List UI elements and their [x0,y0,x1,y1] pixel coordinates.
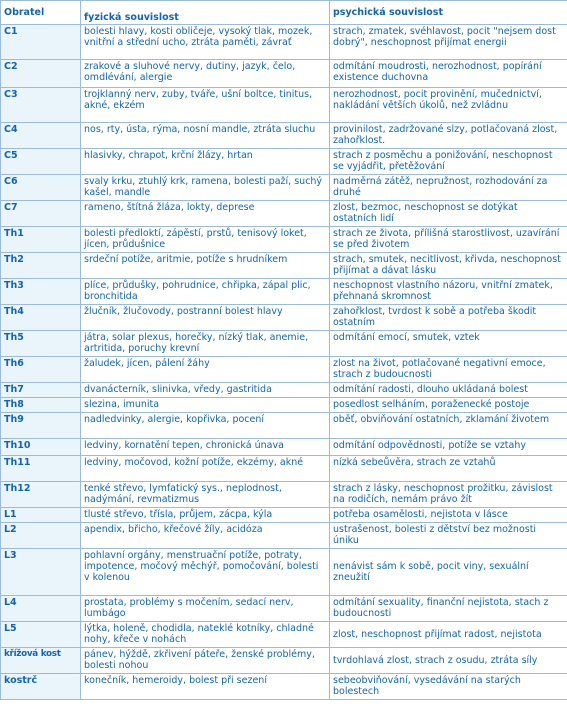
psychical-cell: zlost na život, potlačované negativní emoce, strach z budoucnosti [330,357,567,383]
table-row [1,25,567,60]
physical-cell: bolesti předloktí, zápěstí, prstů, tenisový loket, jícen, průdušnice [81,227,330,253]
physical-cell: srdeční potíže, aritmie, potíže s hrudníkem [81,253,330,279]
psychical-cell: nadměrná zátěž, nepružnost, rozhodování za druhé [330,175,567,201]
vertebra-label: Th1 [1,227,81,253]
physical-cell: apendix, břicho, křečové žíly, acidóza [81,523,330,549]
header-psychical: psychická souvislost [330,1,567,25]
psychical-cell: oběť, obviňování ostatních, zklamání životem [330,413,567,439]
table-row [1,201,567,227]
vertebra-label: Th8 [1,398,81,413]
psychical-cell: nízká sebeůvěra, strach ze vztahů [330,456,567,482]
psychical-cell: zlost, neschopnost přijímat radost, nejistota [330,622,567,648]
table-row [1,648,567,674]
psychical-cell: strach ze života, přílišná starostlivost, uzavírání se před životem [330,227,567,253]
table-row [1,253,567,279]
psychical-cell: strach, smutek, necitlivost, křivda, neschopnost přijímat a dávat lásku [330,253,567,279]
table-row [1,60,567,88]
physical-cell: tenké střevo, lymfatický sys., neplodnost, nadýmání, revmatizmus [81,482,330,508]
physical-cell: žaludek, jícen, pálení žáhy [81,357,330,383]
table-row [1,398,567,413]
physical-cell: pohlavní orgány, menstruační potíže, potraty, impotence, močový měchýř, pomočování, bolesti v kolenou [81,549,330,596]
table-row [1,549,567,596]
vertebra-label: L2 [1,523,81,549]
vertebra-label: Th11 [1,456,81,482]
vertebra-label: C1 [1,25,81,60]
physical-cell: bolesti hlavy, kosti obličeje, vysoký tlak, mozek, vnitřní a střední ucho, ztráta paměti, závrať [81,25,330,60]
psychical-cell: provinilost, zadržované slzy, potlačovaná zlost, zahořklost. [330,123,567,149]
table-row [1,383,567,398]
table-row [1,88,567,123]
physical-cell: nos, rty, ústa, rýma, nosní mandle, ztráta sluchu [81,123,330,149]
header-vertebra: Obratel [1,1,81,25]
physical-cell: svaly krku, ztuhlý krk, ramena, bolesti paží, suchý kašel, mandle [81,175,330,201]
physical-cell: konečník, hemeroidy, bolest při sezení [81,674,330,700]
table-row [1,413,567,439]
psychical-cell: odmítání odpovědnosti, potíže se vztahy [330,439,567,456]
physical-cell: trojklanný nerv, zuby, tváře, ušní boltce, tinitus, akné, ekzém [81,88,330,123]
physical-cell: pánev, hýždě, zkřivení páteře, ženské problémy, bolesti nohou [81,648,330,674]
table-row [1,622,567,648]
psychical-cell: potřeba osamělosti, nejistota v lásce [330,508,567,523]
physical-cell: lýtka, holeně, chodidla, nateklé kotníky, chladné nohy, křeče v nohách [81,622,330,648]
psychical-cell: odmítání sexuality, finanční nejistota, stach z budoucnosti [330,596,567,622]
table-row [1,331,567,357]
vertebra-label: Th12 [1,482,81,508]
psychical-cell: strach, zmatek, svéhlavost, pocit "nejsem dost dobrý", neschopnost přijímat energii [330,25,567,60]
psychical-cell: tvrdohlavá zlost, strach z osudu, ztráta síly [330,648,567,674]
vertebra-label: Th2 [1,253,81,279]
vertebra-label: kostrč [1,674,81,700]
table-row [1,175,567,201]
vertebra-label: Th4 [1,305,81,331]
psychical-cell: nenávist sám k sobě, pocit viny, sexuální zneužití [330,549,567,596]
vertebra-label: Th6 [1,357,81,383]
physical-cell: nadledvinky, alergie, kopřivka, pocení [81,413,330,439]
table-row [1,596,567,622]
table-row [1,523,567,549]
vertebra-label: C6 [1,175,81,201]
vertebra-label: Th7 [1,383,81,398]
table-row [1,674,567,700]
table-row [1,508,567,523]
physical-cell: rameno, štítná žláza, lokty, deprese [81,201,330,227]
psychical-cell: odmítání moudrosti, nerozhodnost, popírání existence duchovna [330,60,567,88]
psychical-cell: nerozhodnost, pocit provinění, mučednictví, nakládání větších úkolů, než zvládnu [330,88,567,123]
header-row [1,1,567,25]
vertebra-label: L4 [1,596,81,622]
physical-cell: zrakové a sluhové nervy, dutiny, jazyk, čelo, omdlévání, alergie [81,60,330,88]
physical-cell: ledviny, močovod, kožní potíže, ekzémy, akné [81,456,330,482]
vertebra-label: C4 [1,123,81,149]
psychical-cell: posedlost selháním, poraženecké postoje [330,398,567,413]
psychical-cell: neschopnost vlastního názoru, vnitřní zmatek, přehnaná skromnost [330,279,567,305]
physical-cell: plíce, průdušky, pohrudnice, chřipka, zápal plic, bronchitida [81,279,330,305]
table-row [1,149,567,175]
vertebra-label: Th9 [1,413,81,439]
table-row [1,357,567,383]
table-row [1,305,567,331]
physical-cell: slezina, imunita [81,398,330,413]
physical-cell: prostata, problémy s močením, sedací nerv, lumbágo [81,596,330,622]
vertebra-label: C7 [1,201,81,227]
psychical-cell: zahořklost, tvrdost k sobě a potřeba škodit ostatním [330,305,567,331]
table-row [1,439,567,456]
table-row [1,123,567,149]
vertebra-label: L3 [1,549,81,596]
psychical-cell: odmítání radosti, dlouho ukládaná bolest [330,383,567,398]
psychical-cell: ustrašenost, bolesti z dětství bez možnosti úniku [330,523,567,549]
vertebra-label: Th10 [1,439,81,456]
psychical-cell: odmítání emocí, smutek, vztek [330,331,567,357]
table-row [1,279,567,305]
psychical-cell: zlost, bezmoc, neschopnost se dotýkat ostatních lidí [330,201,567,227]
vertebra-label: C5 [1,149,81,175]
table-row [1,227,567,253]
physical-cell: játra, solar plexus, horečky, nízký tlak, anemie, artritida, poruchy krevní [81,331,330,357]
vertebra-label: Th5 [1,331,81,357]
vertebra-label: C3 [1,88,81,123]
psychical-cell: sebeobviňování, vysedávání na starých bolestech [330,674,567,700]
table-row [1,482,567,508]
table-row [1,456,567,482]
physical-cell: tlusté střevo, tříslа, průjem, zácpa, kýla [81,508,330,523]
header-physical: fyzická souvislost [81,1,330,25]
vertebra-label: C2 [1,60,81,88]
vertebra-label: L1 [1,508,81,523]
vertebra-label: Th3 [1,279,81,305]
physical-cell: dvanácterník, slinivka, vředy, gastritida [81,383,330,398]
psychical-cell: strach z posměchu a ponižování, neschopnost se vyjádřit, přetěžování [330,149,567,175]
vertebra-label: křížová kost [1,648,81,674]
physical-cell: ledviny, kornatění tepen, chronická únava [81,439,330,456]
physical-cell: žlučník, žlučovody, postranní bolest hlavy [81,305,330,331]
psychical-cell: strach z lásky, neschopnost prožitku, závislost na rodičích, nemám právo žít [330,482,567,508]
physical-cell: hlasivky, chrapot, krční žlázy, hrtan [81,149,330,175]
vertebra-label: L5 [1,622,81,648]
